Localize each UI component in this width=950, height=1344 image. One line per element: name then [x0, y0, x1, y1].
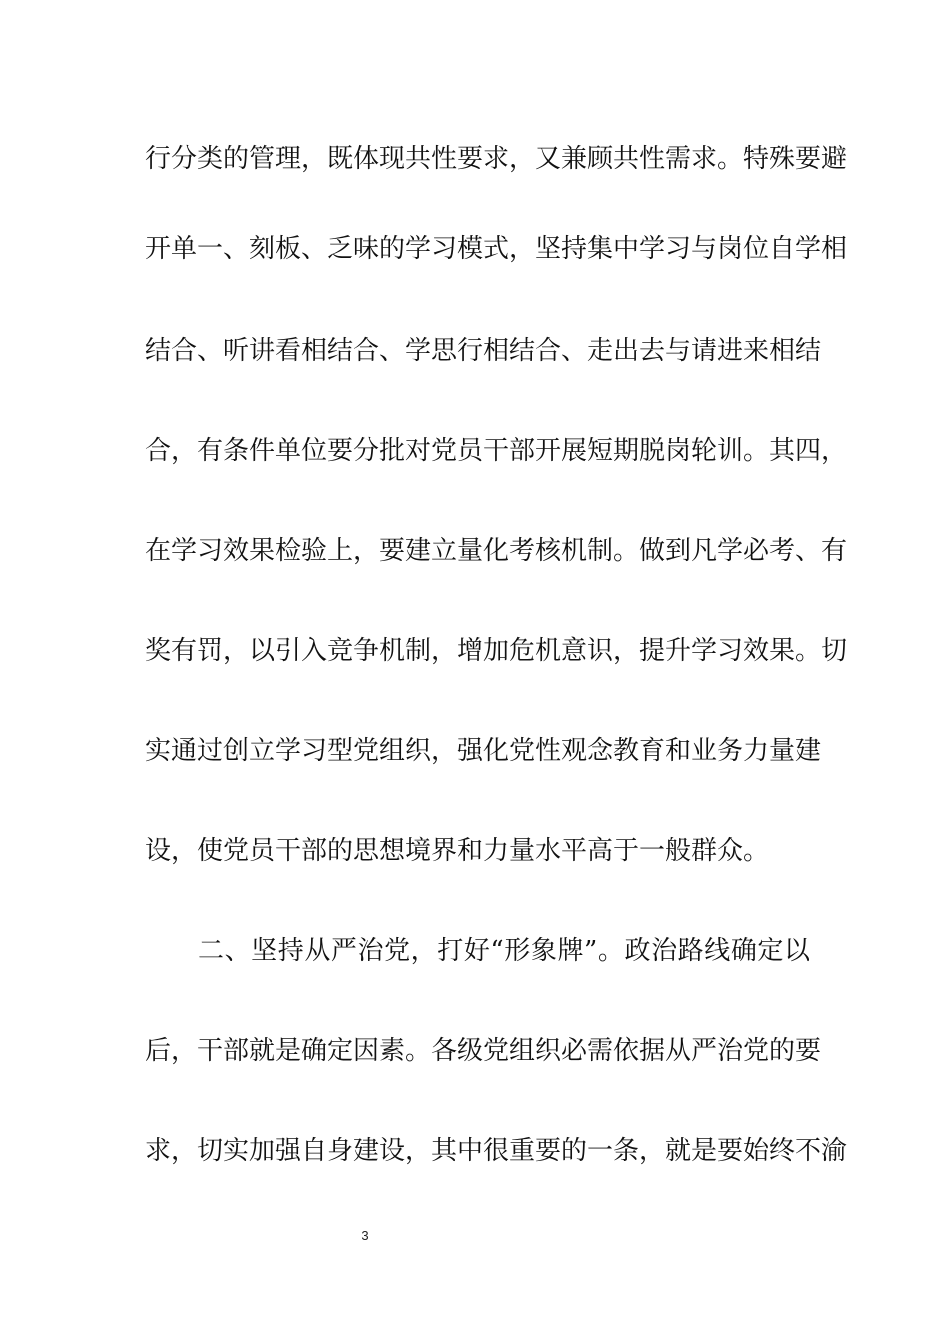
paragraph-line: 合，有条件单位要分批对党员干部开展短期脱岗轮训。其四，: [145, 436, 848, 466]
paragraph-line: 奖有罚，以引入竞争机制，增加危机意识，提升学习效果。切: [145, 636, 848, 666]
paragraph-line: 在学习效果检验上，要建立量化考核机制。做到凡学必考、有: [145, 536, 848, 566]
paragraph-line: 开单一、刻板、乏味的学习模式，坚持集中学习与岗位自学相: [145, 234, 848, 264]
paragraph-line: 二、坚持从严治党，打好“形象牌”。政治路线确定以: [198, 936, 810, 966]
paragraph-line: 实通过创立学习型党组织，强化党性观念教育和业务力量建: [145, 736, 822, 766]
paragraph-line: 求，切实加强自身建设，其中很重要的一条，就是要始终不渝: [145, 1136, 848, 1166]
page-number: 3: [361, 1228, 369, 1243]
paragraph-line: 结合、听讲看相结合、学思行相结合、走出去与请进来相结: [145, 336, 822, 366]
paragraph-line: 行分类的管理，既体现共性要求，又兼顾共性需求。特殊要避: [145, 144, 848, 174]
paragraph-line: 后，干部就是确定因素。各级党组织必需依据从严治党的要: [145, 1036, 822, 1066]
paragraph-line: 设，使党员干部的思想境界和力量水平高于一般群众。: [145, 836, 770, 866]
